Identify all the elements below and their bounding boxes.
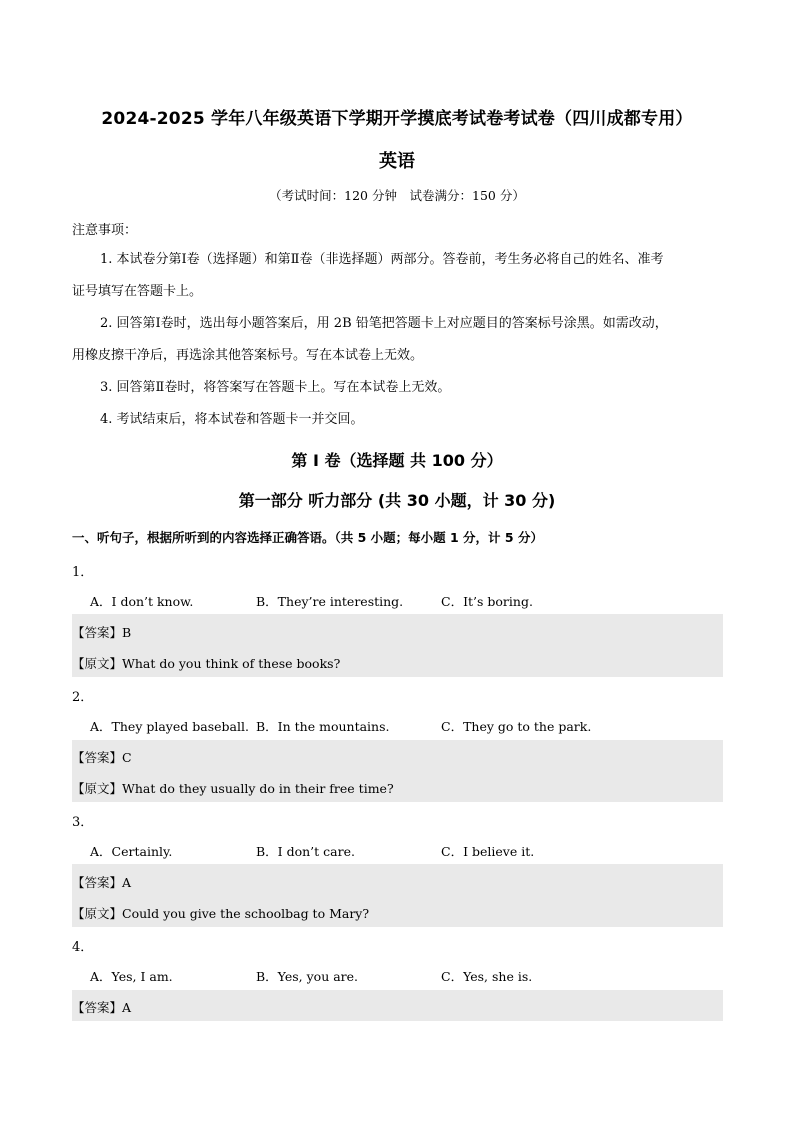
option-a: A．Yes, I am. xyxy=(90,969,173,984)
answer-value: C xyxy=(122,750,132,765)
question-number: 3． xyxy=(72,815,94,830)
question-number: 4． xyxy=(72,940,94,955)
notice-item: 4. 考试结束后，将本试卷和答题卡一并交回。 xyxy=(100,412,364,427)
subject-title: 英语 xyxy=(379,151,415,172)
script-line xyxy=(72,779,394,797)
script-label: 【原文】 xyxy=(72,656,123,671)
option-b: B．I don’t care. xyxy=(256,844,355,859)
answer-block xyxy=(72,990,723,1021)
option-b: B．Yes, you are. xyxy=(256,969,359,984)
answer-label: 【答案】 xyxy=(72,625,123,640)
option-a: A．Certainly. xyxy=(90,844,173,859)
script-label: 【原文】 xyxy=(72,781,123,796)
answer-line xyxy=(72,873,131,891)
notice-item: 2. 回答第Ⅰ卷时，选出每小题答案后，用 2B 铅笔把答题卡上对应题目的答案标号涂黑。如需改动， xyxy=(100,316,668,331)
question-options xyxy=(90,842,710,862)
exam-info: （考试时间：120 分钟 试卷满分：150 分） xyxy=(269,188,525,203)
option-c: C．They go to the park. xyxy=(441,719,592,734)
option-c: C．It’s boring. xyxy=(441,594,533,609)
notice-item: 3. 回答第Ⅱ卷时，将答案写在答题卡上。写在本试卷上无效。 xyxy=(100,380,451,395)
option-b: B．They’re interesting. xyxy=(256,594,404,609)
answer-value: A xyxy=(122,1000,132,1015)
notice-heading: 注意事项： xyxy=(72,223,138,238)
answer-label: 【答案】 xyxy=(72,750,123,765)
script-text: What do you think of these books? xyxy=(122,656,341,671)
question-options xyxy=(90,967,710,987)
part-title: 第一部分 听力部分 (共 30 小题，计 30 分) xyxy=(238,491,556,510)
answer-value: A xyxy=(122,875,132,890)
script-line xyxy=(72,904,369,922)
answer-line xyxy=(72,998,131,1016)
script-text: Could you give the schoolbag to Mary? xyxy=(122,906,370,921)
answer-label: 【答案】 xyxy=(72,1000,123,1015)
question-options xyxy=(90,717,710,737)
question-options xyxy=(90,592,710,612)
section-instruction: 一、听句子，根据所听到的内容选择正确答语。（共 5 小题；每小题 1 分，计 5 分） xyxy=(72,530,543,545)
script-line xyxy=(72,654,340,672)
notice-list xyxy=(72,244,724,436)
script-text: What do they usually do in their free time? xyxy=(122,781,394,796)
answer-label: 【答案】 xyxy=(72,875,123,890)
question-number: 2． xyxy=(72,690,94,705)
answer-line xyxy=(72,748,132,766)
notice-item: 用橡皮擦干净后，再选涂其他答案标号。写在本试卷上无效。 xyxy=(72,348,424,363)
option-c: C．I believe it. xyxy=(441,844,535,859)
answer-value: B xyxy=(122,625,132,640)
notice-item: 1. 本试卷分第Ⅰ卷（选择题）和第Ⅱ卷（非选择题）两部分。答卷前，考生务必将自己的姓名、准考 xyxy=(100,252,664,267)
script-label: 【原文】 xyxy=(72,906,123,921)
section-title: 第 I 卷（选择题 共 100 分） xyxy=(291,451,503,470)
question-number: 1． xyxy=(72,565,94,580)
option-a: A．I don’t know. xyxy=(90,594,194,609)
option-b: B．In the mountains. xyxy=(256,719,390,734)
option-c: C．Yes, she is. xyxy=(441,969,533,984)
notice-item: 证号填写在答题卡上。 xyxy=(72,284,203,299)
answer-line xyxy=(72,623,131,641)
exam-title: 2024-2025 学年八年级英语下学期开学摸底考试卷考试卷（四川成都专用） xyxy=(101,109,693,129)
option-a: A．They played baseball. xyxy=(90,719,249,734)
